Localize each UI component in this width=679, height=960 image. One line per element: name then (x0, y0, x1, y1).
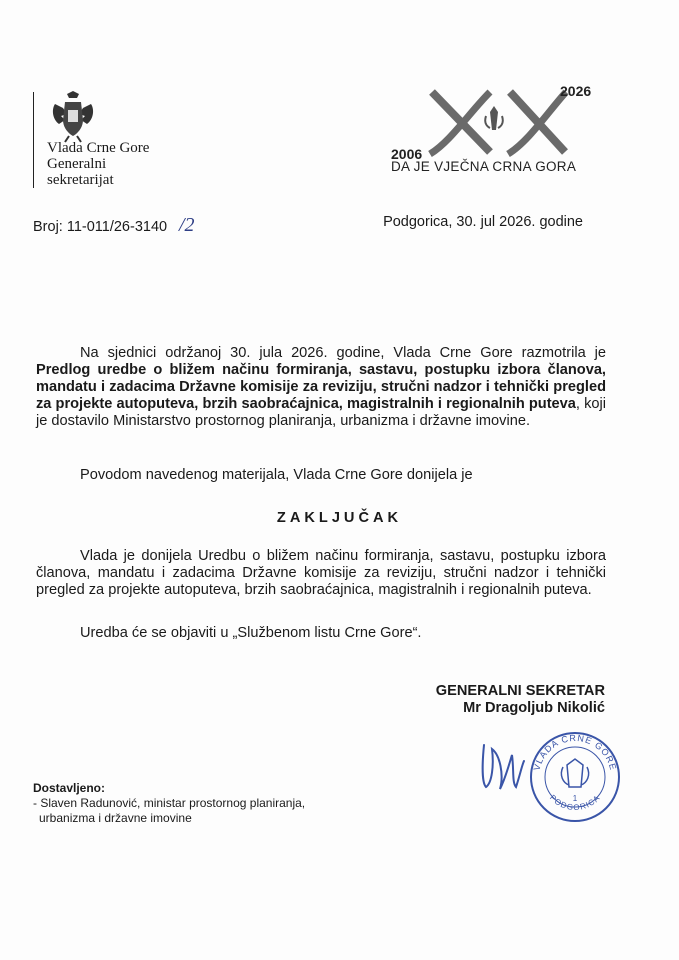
signatory-name: Mr Dragoljub Nikolić (463, 700, 605, 716)
org-line-3: sekretarijat (47, 172, 114, 188)
official-stamp (525, 727, 625, 827)
logo-motto: DA JE VJEČNA CRNA GORA (391, 159, 577, 174)
paragraph-3: Vlada je donijela Uredbu o bližem načinu formiranja, sastavu, postupku izbora članova, mandatu i zadacima Državne komisije za reviziju, stručni nadzor i tehnički pregled za projekte autoputeva, brzih saobraćajnica, magistralnih i regionalnih puteva. (36, 548, 606, 598)
delivery-recipient-line-1: - Slaven Radunović, ministar prostornog planiranja, (33, 796, 306, 810)
paragraph-1-end: , koji je dostavilo Ministarstvo prostornog planiranja, urbanizma i državne imovine. (36, 396, 606, 429)
org-line-1: Vlada Crne Gore (47, 140, 150, 156)
paragraph-2: Povodom navedenog materijala, Vlada Crne Gore donijela je (80, 467, 473, 483)
decision-heading: ZAKLJUČAK (276, 510, 403, 526)
reference-number: Broj: 11-011/26-3140 (33, 219, 168, 235)
signatory-title: GENERALNI SEKRETAR (435, 683, 605, 699)
stamp-bottom-text: PODGORICA (547, 793, 603, 813)
delivery-list (33, 781, 305, 826)
delivery-label: Dostavljeno: (33, 781, 106, 795)
paragraph-1 (36, 345, 606, 430)
svg-text:VLADA CRNE GORE (532, 733, 619, 772)
org-line-2: Generalni (47, 156, 107, 172)
stamp-number: 1 (572, 794, 578, 803)
document-date: Podgorica, 30. jul 2026. godine (383, 214, 583, 230)
paragraph-1-subject: Predlog uredbe o bližem načinu formiranja, sastavu, postupku izbora članova, mandatu i zadacima Državne komisije za reviziju, stručni nadzor i tehnički pregled za projekte autoputeva, brzih saobraćajnica, magistralnih i regionalnih puteva (36, 362, 606, 412)
organization-name (47, 140, 149, 188)
delivery-recipient-line-2: urbanizma i državne imovine (39, 811, 192, 825)
header-divider (33, 92, 34, 188)
stamp-top-text: VLADA CRNE GORE (531, 732, 619, 772)
logo-year-left: 2006 (391, 146, 423, 162)
coat-of-arms-icon (49, 90, 97, 144)
handwritten-suffix: /2 (179, 214, 195, 236)
paragraph-1-intro: Na sjednici održanoj 30. jula 2026. godine, Vlada Crne Gore razmotrila je (80, 345, 606, 361)
logo-year-right: 2026 (560, 83, 592, 99)
paragraph-4: Uredba će se objaviti u „Službenom listu Crne Gore“. (80, 625, 422, 641)
signature-block (436, 683, 605, 717)
